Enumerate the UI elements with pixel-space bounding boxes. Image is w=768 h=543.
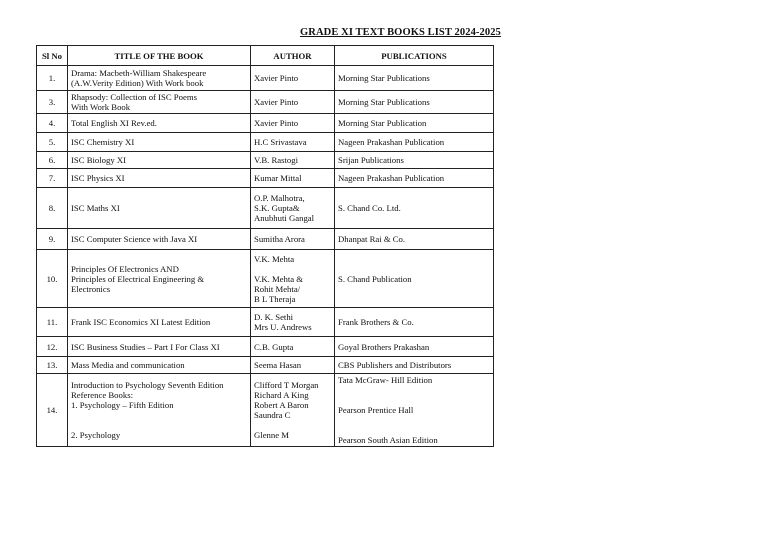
table-row: [37, 250, 494, 308]
cell-author: [251, 169, 335, 188]
cell-title-line: Frank ISC Economics XI Latest Edition: [71, 317, 211, 327]
cell-title-line: Mass Media and communication: [71, 360, 185, 370]
cell-author-line: Richard A King: [254, 390, 309, 400]
cell-author-line: Saundra C: [254, 410, 291, 420]
cell-author-line: Seema Hasan: [254, 360, 302, 370]
cell-publication-line: S. Chand Publication: [338, 273, 412, 284]
table-row: [37, 114, 494, 133]
cell-sl-no: 1.: [37, 66, 68, 91]
cell-author-line: V.K. Mehta: [254, 253, 295, 264]
cell-publication: [335, 169, 494, 188]
cell-publication-line: Morning Star Publications: [338, 97, 430, 107]
cell-sl-no: 10.: [37, 250, 68, 308]
cell-author-line: Glenne M: [254, 430, 289, 440]
cell-title: [68, 114, 251, 133]
cell-author-line: V.B. Rastogi: [254, 155, 299, 165]
cell-author: [251, 152, 335, 169]
cell-publication-line: Frank Brothers & Co.: [338, 317, 414, 327]
cell-publication-line: Morning Star Publications: [338, 73, 430, 83]
cell-publication: [335, 250, 494, 308]
table-row: [37, 308, 494, 337]
cell-sl-no: 11.: [37, 308, 68, 337]
cell-publication-line: Nageen Prakashan Publication: [338, 137, 445, 147]
cell-title-line: ISC Physics XI: [71, 173, 125, 183]
cell-author: [251, 188, 335, 229]
cell-title-line: [71, 420, 247, 430]
cell-author-line: D. K. Sethi: [254, 312, 294, 322]
cell-title: [68, 357, 251, 374]
table-row: [37, 229, 494, 250]
cell-title-line: 2. Psychology: [71, 430, 121, 440]
cell-title-line: Total English XI Rev.ed.: [71, 118, 157, 128]
cell-sl-no: 13.: [37, 357, 68, 374]
cell-publication: [335, 357, 494, 374]
cell-publication: [335, 66, 494, 91]
cell-publication-line: [338, 385, 490, 395]
cell-title: [68, 188, 251, 229]
cell-publication: [335, 188, 494, 229]
cell-title-line: Introduction to Psychology Seventh Edition: [71, 380, 224, 390]
cell-sl-no: 14.: [37, 374, 68, 447]
cell-publication: [335, 133, 494, 152]
table-row: [37, 133, 494, 152]
header-sl-no: Sl No: [37, 46, 68, 66]
cell-title: [68, 133, 251, 152]
cell-title-line: ISC Maths XI: [71, 203, 120, 213]
cell-author: [251, 357, 335, 374]
cell-publication-line: CBS Publishers and Distributors: [338, 360, 452, 370]
cell-publication-line: [338, 425, 490, 435]
cell-sl-no: 7.: [37, 169, 68, 188]
cell-title: [68, 169, 251, 188]
table-body: [37, 66, 494, 447]
cell-publication-line: Pearson Prentice Hall: [338, 405, 414, 415]
cell-publication-line: Dhanpat Rai & Co.: [338, 234, 406, 244]
cell-publication-line: S. Chand Co. Ltd.: [338, 203, 401, 213]
textbook-table: [36, 45, 494, 447]
cell-publication-line: Srijan Publications: [338, 155, 404, 165]
cell-title: [68, 337, 251, 357]
header-author: AUTHOR: [251, 46, 335, 66]
table-row: [37, 152, 494, 169]
cell-author: [251, 114, 335, 133]
cell-title-line: Reference Books:: [71, 390, 133, 400]
cell-title-line: ISC Biology XI: [71, 155, 127, 165]
cell-sl-no: 4.: [37, 114, 68, 133]
table-row: [37, 66, 494, 91]
cell-title-line: Electronics: [71, 283, 111, 294]
cell-title: [68, 152, 251, 169]
cell-publication-line: [338, 395, 490, 405]
cell-publication-line: Tata McGraw- Hill Edition: [338, 375, 433, 385]
table-header-row: [37, 46, 494, 66]
header-title: TITLE OF THE BOOK: [68, 46, 251, 66]
cell-author-line: Kumar Mittal: [254, 173, 302, 183]
cell-title: [68, 91, 251, 114]
table-row: [37, 337, 494, 357]
table-row: [37, 374, 494, 447]
cell-author-line: Xavier Pinto: [254, 73, 299, 83]
cell-publication: [335, 337, 494, 357]
cell-sl-no: 8.: [37, 188, 68, 229]
cell-author: [251, 250, 335, 308]
cell-sl-no: 12.: [37, 337, 68, 357]
cell-publication: [335, 114, 494, 133]
cell-author: [251, 229, 335, 250]
cell-publication: [335, 229, 494, 250]
cell-title: [68, 308, 251, 337]
cell-author-line: Xavier Pinto: [254, 97, 299, 107]
cell-author: [251, 308, 335, 337]
document-title: GRADE XI TEXT BOOKS LIST 2024-2025: [300, 27, 501, 38]
cell-title-line: Principles of Electrical Engineering &: [71, 273, 205, 284]
cell-author-line: S.K. Gupta&: [254, 203, 300, 213]
cell-author-line: Robert A Baron: [254, 400, 309, 410]
table-row: [37, 357, 494, 374]
cell-publication: [335, 152, 494, 169]
cell-publication: [335, 91, 494, 114]
cell-sl-no: 5.: [37, 133, 68, 152]
cell-title: [68, 374, 251, 447]
cell-sl-no: 6.: [37, 152, 68, 169]
cell-author: [251, 374, 335, 447]
cell-author-line: V.K. Mehta &: [254, 273, 304, 284]
cell-title-line: 1. Psychology – Fifth Edition: [71, 400, 174, 410]
cell-author-line: [254, 264, 331, 274]
cell-author-line: C.B. Gupta: [254, 341, 294, 352]
cell-author-line: Anubhuti Gangal: [254, 213, 315, 223]
cell-author: [251, 133, 335, 152]
cell-author-line: Xavier Pinto: [254, 118, 299, 128]
cell-publication-line: Pearson South Asian Edition: [338, 435, 438, 445]
cell-author: [251, 66, 335, 91]
cell-sl-no: 3.: [37, 91, 68, 114]
cell-author-line: B L Theraja: [254, 293, 296, 304]
cell-title-line: Principles Of Electronics AND: [71, 263, 179, 274]
cell-publication-line: Nageen Prakashan Publication: [338, 173, 445, 183]
cell-author-line: Sumitha Arora: [254, 234, 305, 244]
cell-publication-line: [338, 415, 490, 425]
cell-title-line: (A.W.Verity Edition) With Work book: [71, 78, 204, 88]
cell-author-line: Rohit Mehta/: [254, 283, 301, 294]
cell-author: [251, 91, 335, 114]
cell-title-line: ISC Chemistry XI: [71, 137, 135, 147]
cell-author-line: Clifford T Morgan: [254, 380, 319, 390]
cell-title-line: ISC Computer Science with Java XI: [71, 234, 198, 244]
cell-author-line: [254, 420, 331, 430]
cell-title-line: Drama: Macbeth-William Shakespeare: [71, 68, 207, 78]
cell-title-line: With Work Book: [71, 102, 131, 112]
cell-title: [68, 66, 251, 91]
header-publications: PUBLICATIONS: [335, 46, 494, 66]
cell-sl-no: 9.: [37, 229, 68, 250]
table-row: [37, 188, 494, 229]
cell-publication: [335, 308, 494, 337]
cell-title: [68, 250, 251, 308]
cell-title: [68, 229, 251, 250]
cell-author-line: H.C Srivastava: [254, 137, 307, 147]
cell-title-line: Rhapsody: Collection of ISC Poems: [71, 92, 197, 102]
cell-author-line: O.P. Malhotra,: [254, 193, 305, 203]
cell-author-line: Mrs U. Andrews: [254, 322, 312, 332]
cell-publication-line: Goyal Brothers Prakashan: [338, 341, 430, 352]
cell-title-line: ISC Business Studies – Part I For Class XI: [71, 341, 220, 352]
table-row: [37, 169, 494, 188]
cell-author: [251, 337, 335, 357]
cell-publication: [335, 374, 494, 447]
cell-title-line: [71, 410, 247, 420]
table-row: [37, 91, 494, 114]
cell-publication-line: Morning Star Publication: [338, 118, 427, 128]
